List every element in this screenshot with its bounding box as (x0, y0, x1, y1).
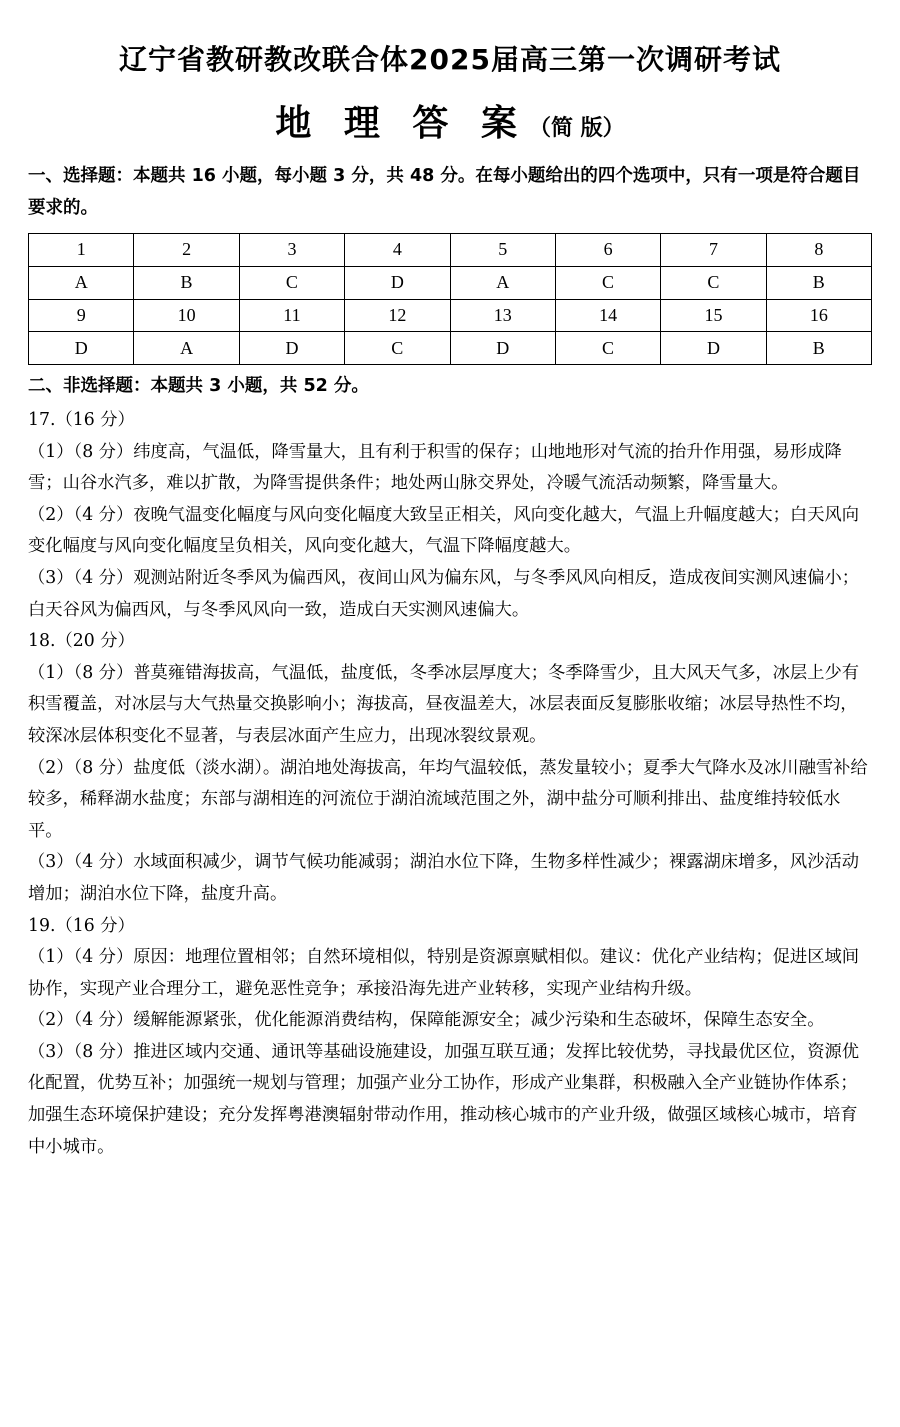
table-cell: A (29, 266, 134, 299)
document-subtitle (0, 100, 900, 154)
question-17-part-1: （1）（8 分）纬度高，气温低，降雪量大，且有利于积雪的保存；山地地形对气流的抬升作用强，易形成降雪；山谷水汽多，难以扩散，为降雪提供条件；地处两山脉交界处，冷暖气流活动频繁，降雪量大。 (28, 441, 842, 494)
table-cell: C (661, 266, 766, 299)
question-17-part-3: （3）（4 分）观测站附近冬季风为偏西风，夜间山风为偏东风，与冬季风风向相反，造成夜间实测风速偏小；白天谷风为偏西风，与冬季风风向一致，造成白天实测风速偏大。 (28, 567, 860, 620)
question-18-part-2: （2）（8 分）盐度低（淡水湖）。湖泊地处海拔高，年均气温较低，蒸发量较小；夏季大气降水及冰川融雪补给较多，稀释湖水盐度；东部与湖相连的河流位于湖泊流域范围之外，湖中盐分可顺利排出、盐度维持较低水平。 (28, 757, 868, 841)
table-cell: 8 (766, 234, 871, 267)
table-cell: 15 (661, 299, 766, 332)
table-cell: D (661, 332, 766, 365)
question-18-part-3: （3）（4 分）水域面积减少，调节气候功能减弱；湖泊水位下降，生物多样性减少；裸露湖床增多，风沙活动增加；湖泊水位下降，盐度升高。 (28, 852, 860, 904)
subject-title: 地 理 答 案 (275, 103, 527, 144)
table-cell: D (29, 332, 134, 365)
document-title: 辽宁省教研教改联合体2025届高三第一次调研考试 (119, 43, 781, 76)
table-row (29, 332, 872, 365)
table-row (29, 266, 872, 299)
table-cell: 4 (345, 234, 450, 267)
question-18-part-1: （1）（8 分）普莫雍错海拔高，气温低，盐度低，冬季冰层厚度大；冬季降雪少，且大风天气多，冰层上少有积雪覆盖，对冰层与大气热量交换影响小；海拔高，昼夜温差大，冰层表面反复膨胀收缩；冰层导热性不均，较深冰层体积变化不显著，与表层冰面产生应力，出现冰裂纹景观。 (28, 662, 860, 746)
table-cell: 5 (450, 234, 555, 267)
table-cell: 3 (239, 234, 344, 267)
answer-table (28, 233, 872, 365)
table-cell: C (555, 332, 660, 365)
table-cell: D (239, 332, 344, 365)
table-cell: A (134, 332, 239, 365)
table-cell: 2 (134, 234, 239, 267)
question-18-title: 18.（20 分） (28, 631, 135, 652)
version-note: （简 版） (528, 116, 625, 141)
table-cell: 13 (450, 299, 555, 332)
table-cell: A (450, 266, 555, 299)
section-2-heading: 二、非选择题：本题共 3 小题，共 52 分。 (28, 376, 369, 396)
table-cell: D (345, 266, 450, 299)
table-cell: 9 (29, 299, 134, 332)
question-19-part-1: （1）（4 分）原因：地理位置相邻；自然环境相似，特别是资源禀赋相似。建议：优化产业结构；促进区域间协作，实现产业合理分工，避免恶性竞争；承接沿海先进产业转移，实现产业结构升级。 (28, 947, 860, 999)
table-row (29, 234, 872, 267)
section-1-heading: 一、选择题：本题共 16 小题，每小题 3 分，共 48 分。在每小题给出的四个选项中，只有一项是符合题目要求的。 (28, 166, 861, 218)
question-19-part-2: （2）（4 分）缓解能源紧张，优化能源消费结构，保障能源安全；减少污染和生态破坏，保障生态安全。 (28, 1010, 825, 1031)
table-cell: C (345, 332, 450, 365)
table-cell: C (239, 266, 344, 299)
table-cell: 12 (345, 299, 450, 332)
table-cell: 14 (555, 299, 660, 332)
table-row (29, 299, 872, 332)
table-cell: B (134, 266, 239, 299)
answers-body (28, 405, 874, 1163)
table-cell: 6 (555, 234, 660, 267)
question-19-title: 19.（16 分） (28, 915, 135, 936)
table-cell: 11 (239, 299, 344, 332)
table-cell: 7 (661, 234, 766, 267)
table-cell: 10 (134, 299, 239, 332)
table-cell: B (766, 332, 871, 365)
question-17-part-2: （2）（4 分）夜晚气温变化幅度与风向变化幅度大致呈正相关，风向变化越大，气温上升幅度越大；白天风向变化幅度与风向变化幅度呈负相关，风向变化越大，气温下降幅度越大。 (28, 504, 860, 557)
question-17-title: 17.（16 分） (28, 410, 135, 430)
table-cell: B (766, 266, 871, 299)
table-cell: D (450, 332, 555, 365)
table-cell: C (555, 266, 660, 299)
table-cell: 16 (766, 299, 871, 332)
question-19-part-3: （3）（8 分）推进区域内交通、通讯等基础设施建设，加强互联互通；发挥比较优势，寻找最优区位，资源优化配置，优势互补；加强统一规划与管理；加强产业分工协作，形成产业集群，积极融入全产业链协作体系；加强生态环境保护建设；充分发挥粤港澳辐射带动作用，推动核心城市的产业升级，做强区域核心城市，培育中小城市。 (28, 1041, 860, 1157)
table-cell: 1 (29, 234, 134, 267)
